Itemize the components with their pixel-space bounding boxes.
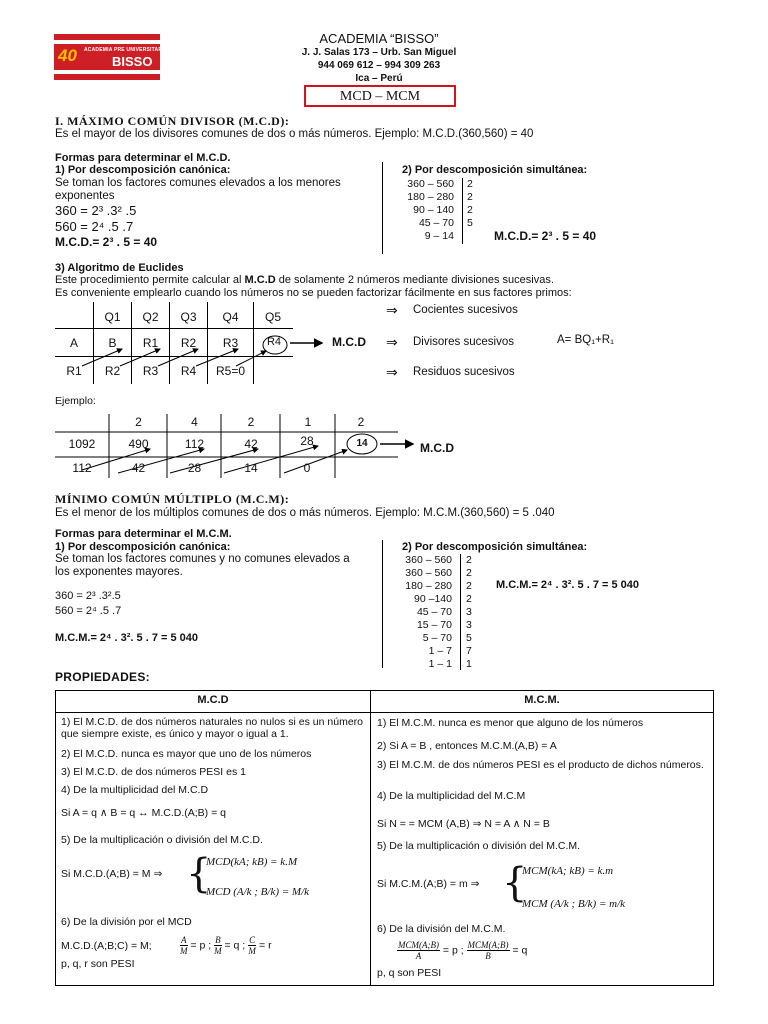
mcm-prop-5: 5) De la multiplicación o división del M.C.M. — [377, 840, 581, 852]
mcm-prop-4-formula: Si N = = MCM (A,B) ⇒ N = A ∧ N = B — [377, 818, 550, 830]
mcm-heading: MÍNIMO COMÚN MÚLTIPLO (M.C.M): — [55, 492, 290, 506]
mcd-eq-560: 560 = 2⁴ .5 .7 — [55, 219, 134, 234]
mcm-eq-360: 360 = 2³ .3².5 — [55, 590, 121, 602]
mcd-canon-result: M.C.D.= 2³ . 5 = 40 — [55, 235, 158, 249]
mcd-simul-result: M.C.D.= 2³ . 5 = 40 — [494, 229, 597, 243]
mcm-prop-3: 3) El M.C.M. de dos números PESI es el producto de dichos números. — [377, 759, 704, 771]
mcm-prop-6-tail: p, q son PESI — [377, 967, 442, 979]
mcm-definition: Es el menor de los múltiplos comunes de dos o más números. Ejemplo: M.C.M.(360,560) = 5 .040 — [55, 507, 555, 519]
example-quotient: 4 — [191, 415, 198, 429]
simul-divisor: 5 — [466, 632, 472, 644]
euclid-divisor: A — [69, 336, 78, 350]
mcm-prop-5-f1: MCM(kA; kB) = k.m — [522, 865, 614, 877]
euclid-legend-text: Residuos sucesivos — [413, 366, 515, 378]
euclid-quotient: Q5 — [264, 310, 281, 324]
implies-icon: ⇒ — [386, 364, 398, 380]
euclid-residue: R4 — [180, 364, 197, 378]
props-title: PROPIEDADES: — [55, 670, 150, 684]
euclid-residue: R1 — [66, 364, 82, 378]
euclid-legend-text: Divisores sucesivos — [413, 336, 514, 348]
simul-left: 90 –140 — [414, 593, 452, 605]
academy-city: Ica – Perú — [355, 73, 403, 84]
mcd-simul-title: 2) Por descomposición simultánea: — [402, 164, 588, 176]
mcd-prop-3: 3) El M.C.D. de dos números PESI es 1 — [61, 766, 246, 778]
euclid-divisor: R4 — [266, 336, 282, 348]
simul-divisor: 2 — [466, 567, 472, 579]
simul-left: 360 – 560 — [407, 178, 454, 190]
simul-left: 45 – 70 — [416, 606, 452, 618]
euclid-quotient: Q4 — [222, 310, 239, 324]
mcd-prop-6-lead: M.C.D.(A;B;C) = M; — [61, 940, 152, 952]
mcd-prop-2: 2) El M.C.D. nunca es mayor que uno de los números — [61, 748, 312, 760]
page-title: MCD – MCM — [304, 85, 456, 107]
mcm-prop-5-lead: Si M.C.M.(A;B) = m ⇒ — [377, 878, 480, 890]
euclid-residue: R3 — [142, 364, 159, 378]
fraction: $\frac{\text{MCM(A;B)}}{B}$ — [467, 940, 509, 961]
logo-number: 40 — [58, 46, 77, 65]
fraction-result: = p ; — [187, 939, 215, 952]
mcm-simul-title: 2) Por descomposición simultánea: — [402, 541, 588, 553]
example-residue: 112 — [72, 461, 92, 475]
mcd-canon-title: 1) Por descomposición canónica: — [55, 164, 231, 176]
mcm-canon-text2: los exponentes mayores. — [55, 566, 183, 578]
mcd-prop-6: 6) De la división por el MCD — [61, 916, 192, 928]
fraction: $\frac{C}{M}$ — [248, 935, 256, 956]
simul-left: 5 – 70 — [422, 632, 452, 644]
simul-left: 180 – 280 — [407, 191, 454, 203]
mcd-prop-5-f1: MCD(kA; kB) = k.M — [206, 856, 298, 868]
simul-left: 9 – 14 — [424, 230, 454, 242]
mcm-canon-text1: Se toman los factores comunes y no comunes elevados a — [55, 553, 350, 565]
academy-name: ACADEMIA “BISSO” — [319, 31, 439, 46]
mcm-column-divider — [382, 540, 383, 668]
simul-divisor: 7 — [466, 645, 472, 657]
mcd-prop-1: 1) El M.C.D. de dos números naturales no nulos si es un número que siempre existe, es único y mayor o igual a 1. — [61, 716, 363, 740]
simul-divisor: 2 — [466, 554, 472, 566]
simul-left: 15 – 70 — [416, 619, 452, 631]
simul-divisor: 5 — [467, 217, 473, 229]
mcd-canon-text1: Se toman los factores comunes elevados a los menores — [55, 177, 341, 189]
mcm-canon-result: M.C.M.= 2⁴ . 3². 5 . 7 = 5 040 — [55, 632, 199, 644]
euclid-legend-text: Cocientes sucesivos — [413, 304, 518, 316]
example-divisor: 42 — [244, 437, 258, 451]
logo-word: BISSO — [112, 54, 153, 69]
implies-icon: ⇒ — [386, 302, 398, 318]
example-divisor: 14 — [356, 438, 368, 449]
mcm-eq-560: 560 = 2⁴ .5 .7 — [55, 605, 122, 617]
example-residue: 14 — [244, 461, 258, 475]
example-divisor: 112 — [184, 437, 205, 451]
mcd-forms-title: Formas para determinar el M.C.D. — [55, 152, 231, 164]
euclid-title: 3) Algoritmo de Euclides — [55, 262, 184, 274]
euclid-divisor: B — [108, 336, 117, 350]
mcm-prop-1: 1) El M.C.M. nunca es menor que alguno de los números — [377, 717, 644, 729]
props-col-mcm: M.C.M. — [524, 694, 560, 706]
mcd-definition: Es el mayor de los divisores comunes de dos o más números. Ejemplo: M.C.D.(360,560) = 40 — [55, 128, 534, 140]
example-residue: 0 — [303, 461, 311, 475]
mcm-forms-title: Formas para determinar el M.C.M. — [55, 528, 232, 540]
simul-left: 1 – 7 — [428, 645, 452, 657]
euclid-residue: R2 — [104, 364, 121, 378]
mcd-eq-360: 360 = 2³ .3² .5 — [55, 203, 137, 218]
fraction-result: = q — [509, 944, 528, 957]
academy-address: J. J. Salas 173 – Urb. San Miguel — [301, 47, 457, 58]
euclid-divisor: R3 — [222, 336, 239, 350]
mcd-brace: { — [186, 851, 212, 897]
euclid-formula: A= BQ₁+R₁ — [557, 334, 614, 346]
simul-divisor: 2 — [466, 580, 472, 592]
props-col-mcd: M.C.D — [197, 694, 229, 706]
fraction: $\frac{\text{MCM(A;B)}}{A}$ — [398, 940, 439, 961]
simul-left: 360 – 560 — [405, 567, 452, 579]
academy-phones: 944 069 612 – 994 309 263 — [317, 60, 441, 71]
mcd-prop-5-f2: MCD (A/k ; B/k) = M/k — [206, 886, 310, 898]
mcm-prop-4: 4) De la multiplicidad del M.C.M — [377, 790, 526, 802]
example-quotient: 1 — [304, 415, 312, 429]
simul-left: 90 – 140 — [413, 204, 454, 216]
simul-divisor: 3 — [466, 606, 472, 618]
logo-small-text: ACADEMIA PRE UNIVERSITARIA — [84, 47, 168, 53]
euclid-divisor: R2 — [180, 336, 197, 350]
euclid-divisor: R1 — [142, 336, 159, 350]
mcm-prop-6-equations — [397, 940, 527, 961]
fraction-result: = r — [256, 939, 272, 952]
euclid-text2: Es conveniente emplearlo cuando los números no se pueden factorizar fácilmente en sus factores primos: — [55, 287, 572, 299]
example-divisor: 1092 — [68, 437, 96, 451]
mcd-prop-5-lead: Si M.C.D.(A;B) = M ⇒ — [61, 868, 163, 880]
fraction: $\frac{A}{M}$ — [180, 935, 188, 956]
example-quotient: 2 — [247, 415, 255, 429]
simul-left: 360 – 560 — [405, 554, 452, 566]
simul-divisor: 2 — [467, 204, 473, 216]
euclid-mcd-label: M.C.D — [332, 335, 366, 349]
mcm-prop-6: 6) De la división del M.C.M. — [377, 923, 506, 935]
euclid-quotient: Q1 — [104, 310, 121, 324]
euclid-quotient: Q3 — [180, 310, 197, 324]
simul-left: 180 – 280 — [405, 580, 452, 592]
mcd-prop-6-tail: p, q, r son PESI — [61, 958, 135, 970]
mcm-simul-result: M.C.M.= 2⁴ . 3². 5 . 7 = 5 040 — [496, 579, 640, 591]
mcm-prop-2: 2) Si A = B , entonces M.C.M.(A,B) = A — [377, 740, 557, 752]
mcd-prop-5: 5) De la multiplicación o división del M.C.D. — [61, 834, 263, 846]
mcm-simul-bar — [460, 554, 461, 670]
euclid-quotient: Q2 — [142, 310, 159, 324]
mcm-prop-5-f2: MCM (A/k ; B/k) = m/k — [522, 898, 626, 910]
example-divisor: 490 — [128, 437, 149, 451]
fraction: $\frac{B}{M}$ — [214, 935, 222, 956]
example-residue: 42 — [131, 461, 146, 475]
mcd-canon-text2: exponentes — [55, 190, 115, 202]
example-quotient: 2 — [357, 415, 365, 429]
mcd-prop-4: 4) De la multiplicidad del M.C.D — [61, 784, 209, 796]
euclid-residue: R5=0 — [215, 364, 246, 378]
fraction-result: = p ; — [439, 944, 467, 957]
mcm-canon-title: 1) Por descomposición canónica: — [55, 541, 231, 553]
simul-divisor: 2 — [467, 191, 473, 203]
simul-divisor: 2 — [467, 178, 473, 190]
simul-divisor: 1 — [466, 658, 472, 670]
example-residue: 28 — [187, 461, 202, 475]
implies-icon: ⇒ — [386, 334, 398, 350]
simul-divisor: 3 — [466, 619, 472, 631]
mcd-prop-4-formula: Si A = q ∧ B = q ↔ M.C.D.(A;B) = q — [61, 807, 226, 819]
euclid-text1: Este procedimiento permite calcular al M.C.D de solamente 2 números mediante divisiones sucesivas. — [55, 274, 554, 286]
simul-divisor: 2 — [466, 593, 472, 605]
simul-left: 1 – 1 — [428, 658, 452, 670]
mcd-prop-6-equations — [180, 935, 272, 956]
example-quotient: 2 — [135, 415, 142, 429]
euclid-example-label: Ejemplo: — [55, 395, 96, 407]
simul-left: 45 – 70 — [418, 217, 454, 229]
example-divisor: 28 — [300, 434, 314, 448]
mcd-heading: I. MÁXIMO COMÚN DIVISOR (M.C.D): — [55, 114, 290, 128]
example-mcd-label: M.C.D — [420, 441, 454, 455]
mcm-brace: { — [502, 860, 528, 906]
fraction-result: = q ; — [221, 939, 249, 952]
